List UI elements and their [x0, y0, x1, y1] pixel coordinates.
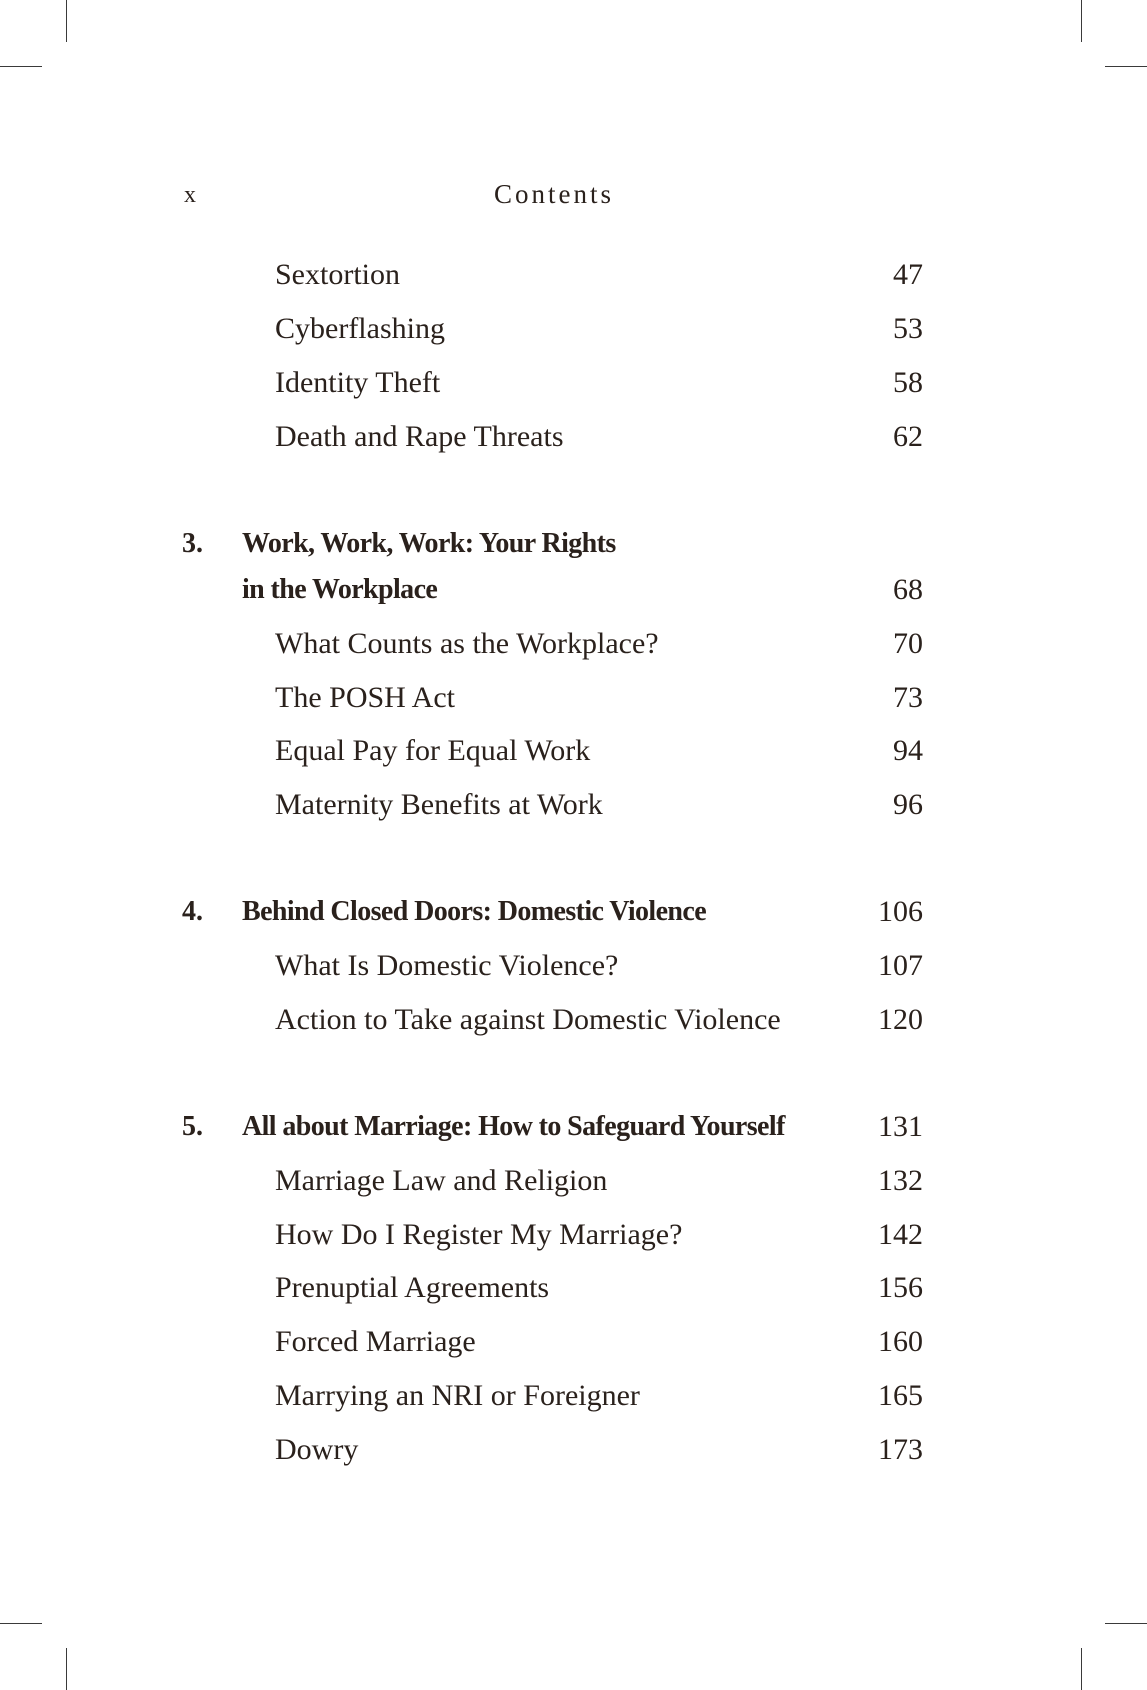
page-folio: x: [184, 182, 197, 208]
chapter-title: Behind Closed Doors: Domestic Violence: [242, 896, 707, 927]
toc-section[interactable]: [0, 729, 1147, 773]
crop-mark-top-right-h: [1105, 66, 1147, 67]
crop-mark-top-left-h: [0, 66, 42, 67]
section-title: Marrying an NRI or Foreigner: [275, 1379, 640, 1412]
section-title: The POSH Act: [275, 681, 455, 714]
crop-mark-bottom-left: [66, 1648, 67, 1690]
section-title: Dowry: [275, 1433, 359, 1466]
section-title: How Do I Register My Marriage?: [275, 1218, 683, 1251]
section-title: Sextortion: [275, 258, 400, 291]
section-page: 156: [878, 1271, 923, 1304]
section-title: Death and Rape Threats: [275, 420, 564, 453]
section-page: 120: [878, 1003, 923, 1036]
toc-section[interactable]: [0, 676, 1147, 720]
section-title: Maternity Benefits at Work: [275, 788, 603, 821]
toc-section[interactable]: [0, 622, 1147, 666]
section-title: Action to Take against Domestic Violence: [275, 1003, 781, 1036]
toc-chapter-3-line2[interactable]: [0, 568, 1147, 612]
crop-mark-bottom-right: [1081, 1648, 1082, 1690]
section-title: Prenuptial Agreements: [275, 1271, 550, 1304]
toc-section[interactable]: [0, 944, 1147, 988]
crop-mark-top-right: [1081, 0, 1082, 42]
section-title: Identity Theft: [275, 366, 441, 399]
running-head: Contents: [493, 179, 614, 209]
toc-chapter-4[interactable]: [0, 890, 1147, 934]
chapter-number: 3.: [182, 528, 203, 559]
chapter-page: 131: [878, 1110, 923, 1143]
section-title: Equal Pay for Equal Work: [275, 734, 591, 767]
section-page: 62: [893, 420, 923, 453]
toc-section[interactable]: [0, 307, 1147, 351]
section-page: 107: [878, 949, 923, 982]
section-page: 70: [893, 627, 923, 660]
toc-section[interactable]: [0, 415, 1147, 459]
section-page: 132: [878, 1164, 923, 1197]
section-page: 73: [893, 681, 923, 714]
toc-chapter-3-line1[interactable]: [0, 522, 1147, 566]
toc-section[interactable]: [0, 998, 1147, 1042]
toc-section[interactable]: [0, 1428, 1147, 1472]
chapter-page: 68: [893, 573, 923, 606]
crop-mark-top-left: [66, 0, 67, 42]
toc-section[interactable]: [0, 1213, 1147, 1257]
section-page: 94: [893, 734, 923, 767]
section-title: Marriage Law and Religion: [275, 1164, 608, 1197]
chapter-page: 106: [878, 895, 923, 928]
section-page: 53: [893, 312, 923, 345]
toc-section[interactable]: [0, 1374, 1147, 1418]
chapter-title: All about Marriage: How to Safeguard Yourself: [242, 1111, 785, 1142]
chapter-number: 4.: [182, 896, 203, 927]
crop-mark-bottom-left-h: [0, 1623, 42, 1624]
section-page: 173: [878, 1433, 923, 1466]
section-page: 165: [878, 1379, 923, 1412]
section-title: What Is Domestic Violence?: [275, 949, 619, 982]
toc-section[interactable]: [0, 1159, 1147, 1203]
section-page: 96: [893, 788, 923, 821]
chapter-title: Work, Work, Work: Your Rights: [242, 528, 616, 559]
chapter-number: 5.: [182, 1111, 203, 1142]
crop-mark-bottom-right-h: [1105, 1623, 1147, 1624]
toc-chapter-5[interactable]: [0, 1105, 1147, 1149]
section-page: 58: [893, 366, 923, 399]
section-page: 47: [893, 258, 923, 291]
toc-section[interactable]: [0, 361, 1147, 405]
toc-section[interactable]: [0, 253, 1147, 297]
toc-section[interactable]: [0, 783, 1147, 827]
section-title: What Counts as the Workplace?: [275, 627, 659, 660]
section-page: 160: [878, 1325, 923, 1358]
toc-section[interactable]: [0, 1320, 1147, 1364]
toc-section[interactable]: [0, 1266, 1147, 1310]
section-page: 142: [878, 1218, 923, 1251]
chapter-title-continued: in the Workplace: [242, 574, 438, 605]
section-title: Cyberflashing: [275, 312, 445, 345]
section-title: Forced Marriage: [275, 1325, 476, 1358]
